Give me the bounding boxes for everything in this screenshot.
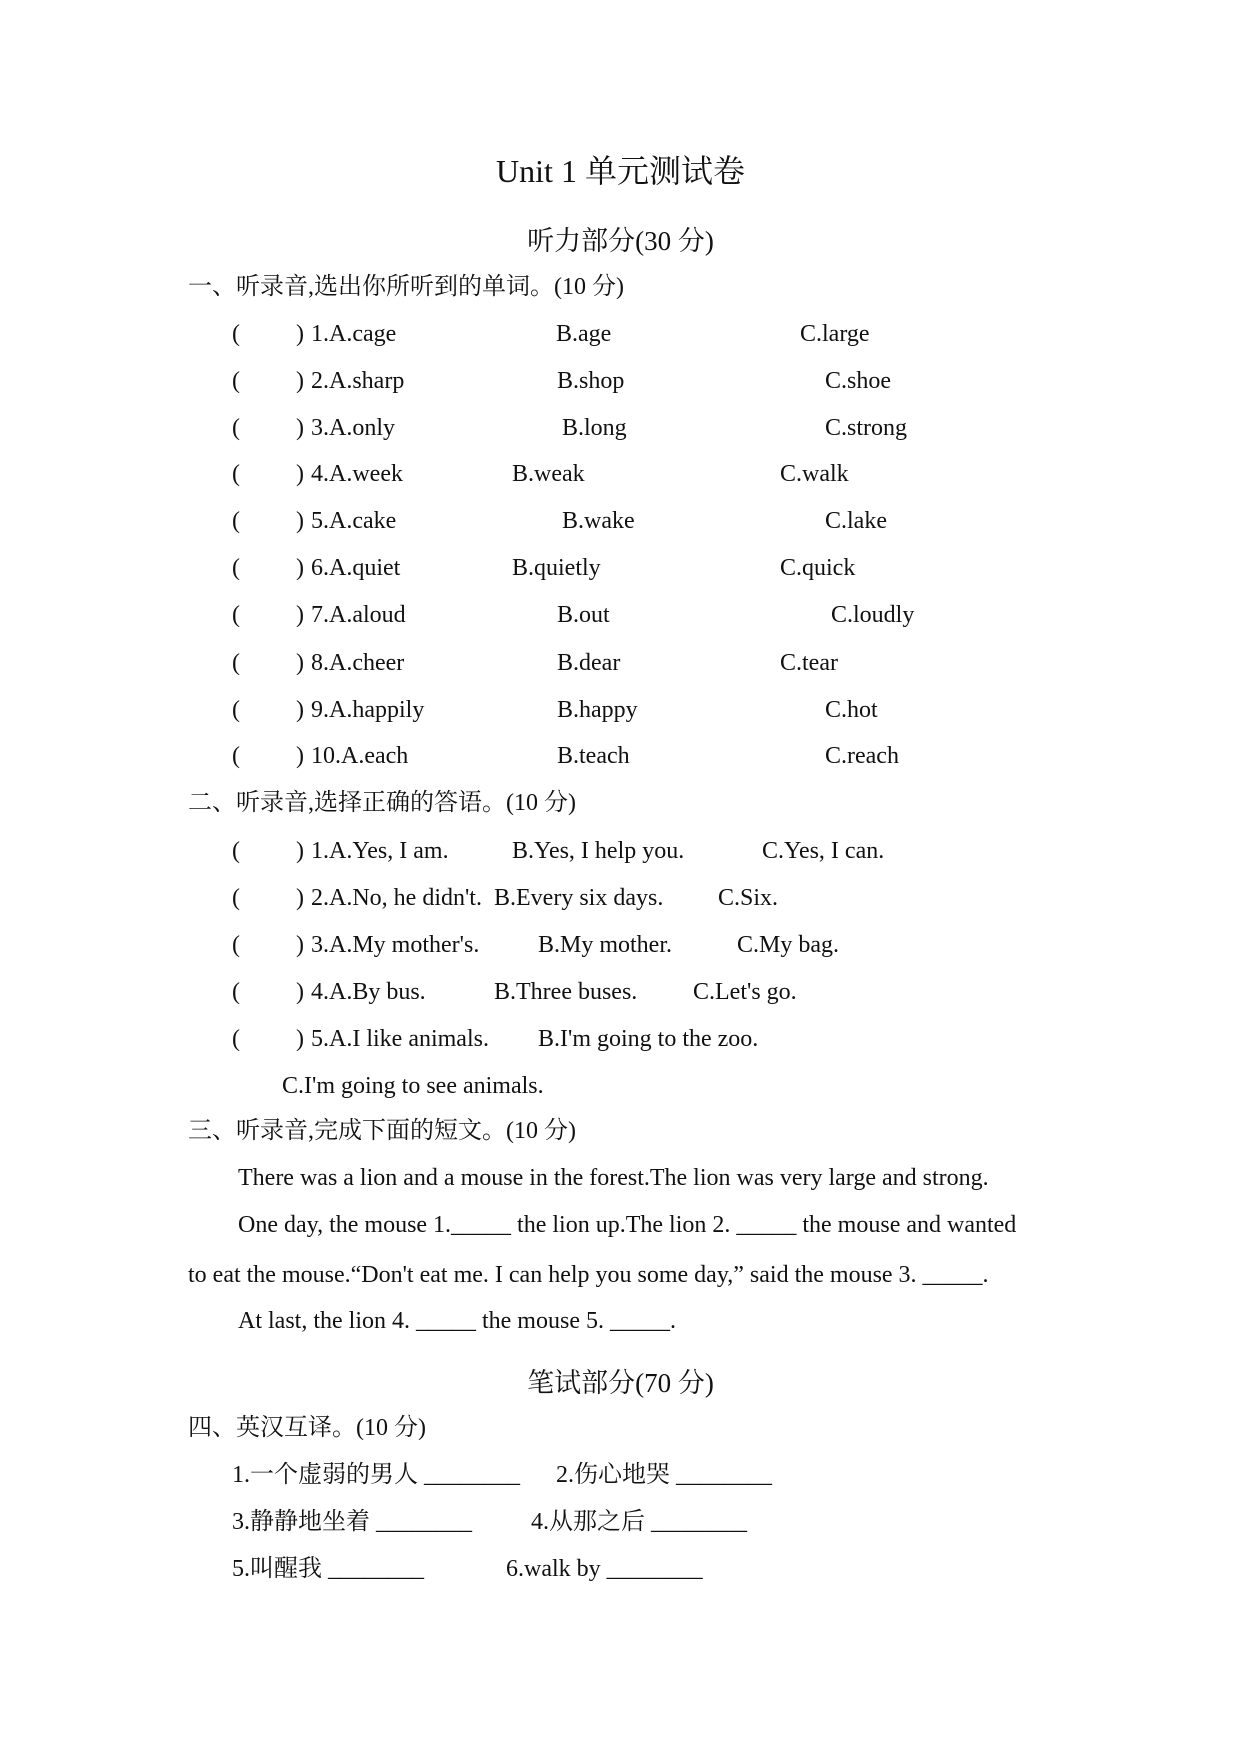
option-b: B.My mother. [538,932,673,958]
answer-bracket-open: ( [232,321,240,347]
answer-bracket-open: ( [232,743,240,769]
listening-part-title: 听力部分(30 分) [527,226,714,256]
option-c: C.Six. [718,885,779,911]
option-a: 3.A.only [311,415,395,441]
option-c: C.Let's go. [693,979,797,1005]
option-b: B.quietly [512,555,601,581]
option-a: 6.A.quiet [311,555,401,581]
option-a: 4.A.week [311,461,403,487]
answer-bracket-close: ) [296,932,304,958]
answer-bracket-open: ( [232,508,240,534]
answer-bracket-open: ( [232,697,240,723]
written-part-title: 笔试部分(70 分) [527,1368,714,1398]
option-a: 1.A.Yes, I am. [311,838,449,864]
answer-bracket-open: ( [232,461,240,487]
option-a: 5.A.I like animals. [311,1026,489,1052]
section2-heading: 二、听录音,选择正确的答语。(10 分) [188,790,576,816]
answer-bracket-close: ) [296,602,304,628]
translation-item: 3.静静地坐着 ________ [232,1509,472,1535]
page-title: Unit 1 单元测试卷 [496,153,745,189]
answer-bracket-close: ) [296,368,304,394]
answer-bracket-close: ) [296,743,304,769]
question-row [0,553,1241,583]
question-row [0,836,1241,866]
translation-item: 4.从那之后 ________ [531,1509,747,1535]
option-a: 4.A.By bus. [311,979,426,1005]
section3-heading: 三、听录音,完成下面的短文。(10 分) [188,1118,576,1144]
answer-bracket-close: ) [296,979,304,1005]
question-row [0,883,1241,913]
translation-item: 5.叫醒我 ________ [232,1556,424,1582]
option-b: B.happy [557,697,638,723]
option-c: C.strong [825,415,908,441]
option-c: C.I'm going to see animals. [282,1073,544,1099]
option-c: C.shoe [825,368,891,394]
passage-line: One day, the mouse 1._____ the lion up.The lion 2. _____ the mouse and wanted [238,1212,1017,1238]
question-row [0,366,1241,396]
answer-bracket-open: ( [232,368,240,394]
answer-bracket-open: ( [232,932,240,958]
answer-bracket-close: ) [296,697,304,723]
option-a: 10.A.each [311,743,409,769]
option-b: B.shop [557,368,625,394]
option-a: 1.A.cage [311,321,397,347]
translation-item: 6.walk by ________ [506,1556,703,1582]
answer-bracket-close: ) [296,461,304,487]
option-c: C.reach [825,743,899,769]
option-b: B.Yes, I help you. [512,838,685,864]
option-c: C.large [800,321,870,347]
question-row [0,930,1241,960]
option-a: 8.A.cheer [311,650,405,676]
option-b: B.I'm going to the zoo. [538,1026,759,1052]
answer-bracket-open: ( [232,838,240,864]
question-row [0,1024,1241,1054]
option-a: 9.A.happily [311,697,425,723]
answer-bracket-close: ) [296,555,304,581]
question-row-continuation [0,1071,1241,1101]
question-row [0,413,1241,443]
answer-bracket-close: ) [296,650,304,676]
question-row [0,648,1241,678]
option-b: B.age [556,321,612,347]
answer-bracket-close: ) [296,321,304,347]
option-b: B.Every six days. [494,885,664,911]
option-c: C.lake [825,508,887,534]
passage-line: There was a lion and a mouse in the forest.The lion was very large and strong. [238,1165,989,1191]
answer-bracket-close: ) [296,885,304,911]
option-c: C.quick [780,555,856,581]
option-c: C.tear [780,650,838,676]
option-a: 7.A.aloud [311,602,406,628]
question-row [0,506,1241,536]
option-c: C.hot [825,697,878,723]
option-a: 5.A.cake [311,508,397,534]
translation-item: 1.一个虚弱的男人 ________ [232,1462,520,1488]
question-row [0,741,1241,771]
option-c: C.Yes, I can. [762,838,885,864]
option-b: B.dear [557,650,621,676]
answer-bracket-close: ) [296,838,304,864]
answer-bracket-open: ( [232,555,240,581]
option-c: C.walk [780,461,849,487]
option-b: B.Three buses. [494,979,638,1005]
answer-bracket-open: ( [232,602,240,628]
translation-item: 2.伤心地哭 ________ [556,1462,772,1488]
passage-line: to eat the mouse.“Don't eat me. I can help you some day,” said the mouse 3. _____. [188,1262,989,1288]
question-row [0,695,1241,725]
option-a: 2.A.sharp [311,368,405,394]
answer-bracket-open: ( [232,1026,240,1052]
answer-bracket-open: ( [232,885,240,911]
option-c: C.loudly [831,602,915,628]
answer-bracket-close: ) [296,1026,304,1052]
question-row [0,459,1241,489]
option-b: B.wake [562,508,635,534]
answer-bracket-close: ) [296,415,304,441]
option-b: B.teach [557,743,630,769]
passage-line: At last, the lion 4. _____ the mouse 5. _____. [238,1308,676,1334]
answer-bracket-close: ) [296,508,304,534]
question-row [0,319,1241,349]
section1-heading: 一、听录音,选出你所听到的单词。(10 分) [188,274,624,300]
answer-bracket-open: ( [232,415,240,441]
option-a: 2.A.No, he didn't. [311,885,482,911]
answer-bracket-open: ( [232,979,240,1005]
answer-bracket-open: ( [232,650,240,676]
question-row [0,600,1241,630]
option-a: 3.A.My mother's. [311,932,480,958]
question-row [0,977,1241,1007]
option-b: B.out [557,602,610,628]
option-b: B.long [562,415,627,441]
section4-heading: 四、英汉互译。(10 分) [188,1415,426,1441]
option-c: C.My bag. [737,932,839,958]
option-b: B.weak [512,461,585,487]
